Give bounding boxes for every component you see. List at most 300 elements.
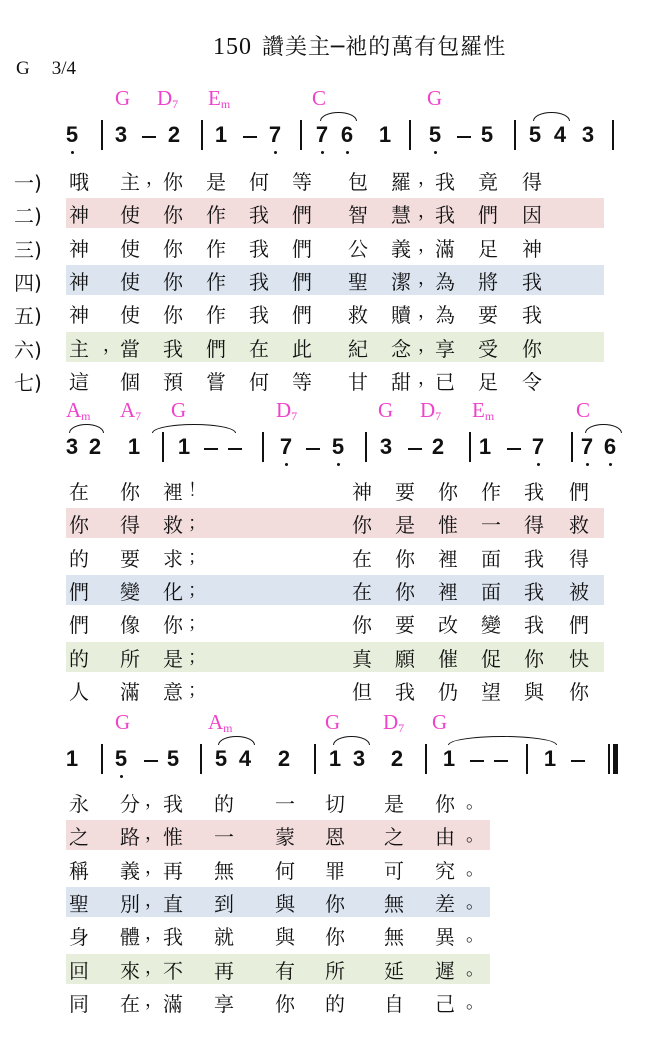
lyric-char: 促 [481, 646, 501, 671]
chord-quality: m [484, 409, 495, 423]
sustain-dash [144, 760, 158, 762]
slur-tie [69, 424, 104, 433]
jianpu-note: 5 [166, 746, 180, 771]
chord-root: D [276, 398, 292, 422]
lyric-char: 作 [206, 203, 226, 228]
lyric-char: 求 [163, 546, 183, 571]
lyric-char: 是 [163, 646, 183, 671]
chord-symbol [312, 86, 326, 111]
lyric-char: 甘 [348, 369, 368, 394]
lyric-char: 快 [569, 646, 589, 671]
lyric-char: 此 [292, 336, 312, 361]
lyric-char: 要 [395, 480, 415, 504]
lyric-char: 我 [163, 925, 183, 950]
lyric-char: 義 [391, 236, 411, 261]
lyric-char: 救 [163, 513, 183, 538]
chord-root: A [208, 710, 224, 734]
lyric-char: 的 [214, 792, 234, 816]
chord-symbol [171, 398, 186, 423]
lyric-char: 直 [163, 891, 183, 916]
lyric-char: 意 [163, 679, 183, 704]
chord-root: C [312, 86, 327, 110]
lyric-char: 有 [275, 958, 295, 983]
lyric-char: 是 [395, 513, 415, 538]
lyric-char: 們 [478, 203, 498, 228]
jianpu-note: 5 [114, 746, 128, 771]
sustain-dash [494, 760, 508, 762]
lyric-char: 你 [163, 170, 183, 194]
chord-root: D [383, 710, 399, 734]
lyric-char: 作 [206, 303, 226, 328]
lyric-char: 你 [163, 203, 183, 228]
lyric-char: 我 [524, 546, 544, 571]
lyric-char: 我 [249, 269, 269, 294]
lyric-char: 們 [292, 236, 312, 261]
lyric-char: 使 [120, 236, 140, 261]
lyric-char: 你 [163, 236, 183, 261]
lyric-char: 一 [275, 792, 295, 816]
lyric-char: 們 [292, 269, 312, 294]
chord-symbol [420, 398, 441, 424]
lyric-char: 願 [395, 646, 415, 671]
chord-quality: 7 [398, 721, 405, 735]
lyric-char: 催 [438, 646, 458, 671]
lyric-char: 無 [214, 858, 234, 883]
lyric-char: 滿 [120, 679, 140, 704]
lyric-char: 作 [481, 480, 501, 504]
lyric-char: 面 [481, 546, 501, 571]
lyric-char: 望 [481, 679, 501, 704]
lyric-char: 當 [120, 336, 140, 361]
key-signature [16, 58, 76, 80]
lyric-char: 得 [524, 513, 544, 538]
bar-line [101, 744, 103, 774]
lyric-char: 但 [352, 679, 372, 704]
lyric-char: 享 [214, 991, 234, 1016]
verse-number: 一) [14, 171, 42, 195]
lyric-char: 何 [275, 858, 295, 883]
lyric-char: 智 [348, 203, 368, 228]
lyric-period: 。 [466, 792, 484, 813]
jianpu-note: 1 [127, 434, 141, 459]
lyric-char: 無 [384, 925, 404, 950]
lyric-char: 我 [249, 236, 269, 261]
lyric-char: 你 [522, 336, 542, 361]
lyric-char: 要 [478, 303, 498, 328]
lyric-char: 你 [163, 269, 183, 294]
chord-root: C [576, 398, 591, 422]
lyric-comma: ， [145, 889, 163, 911]
lyric-char: 神 [352, 480, 372, 504]
lyric-char: 體 [120, 925, 140, 950]
bar-line [469, 432, 471, 462]
lyric-char: 不 [163, 958, 183, 983]
lyric-char: 是 [206, 170, 226, 194]
sustain-dash [470, 760, 484, 762]
lyric-period: 。 [466, 958, 484, 980]
lyric-char: 一 [481, 513, 501, 538]
jianpu-note: 1 [177, 434, 191, 459]
lyric-comma: ， [145, 823, 163, 845]
lyric-char: 神 [69, 203, 89, 228]
lyric-char: 的 [325, 991, 345, 1016]
lyric-char: 甜 [391, 369, 411, 394]
jianpu-note: 2 [88, 434, 102, 459]
lyric-char: 足 [478, 369, 498, 394]
slur-tie [218, 736, 255, 745]
chord-symbol [576, 398, 590, 423]
lyric-char: 所 [120, 646, 140, 671]
lyric-char: 你 [325, 891, 345, 916]
lyric-period: 。 [466, 825, 484, 847]
lyric-char: 我 [524, 613, 544, 638]
lyric-char: 到 [214, 891, 234, 916]
bar-line [314, 744, 316, 774]
jianpu-note: 2 [390, 746, 404, 771]
lyric-char: 這 [69, 369, 89, 394]
lyric-char: 包 [348, 170, 368, 194]
chord-root: G [325, 710, 341, 734]
lyric-char: 切 [325, 792, 345, 816]
lyric-char: 的 [69, 546, 89, 571]
lyric-punctuation: ； [188, 613, 206, 635]
jianpu-note: 2 [167, 122, 181, 147]
slur-tie [533, 112, 570, 121]
chord-quality: m [81, 409, 91, 423]
lyric-char: 同 [69, 991, 89, 1016]
key-label: G [16, 58, 30, 79]
lyric-char: 作 [206, 236, 226, 261]
lyric-char: 一 [214, 825, 234, 850]
lyric-char: 我 [524, 579, 544, 604]
chord-root: E [472, 398, 485, 422]
lyric-char: 與 [275, 891, 295, 916]
lyric-char: 念 [391, 336, 411, 361]
chord-root: A [120, 398, 136, 422]
lyric-char: 你 [352, 613, 372, 638]
lyric-char: 我 [163, 336, 183, 361]
lyric-char: 令 [522, 369, 542, 394]
lyric-char: 再 [214, 958, 234, 983]
lyric-char: 要 [120, 546, 140, 571]
jianpu-note: 5 [331, 434, 345, 459]
lyric-comma: ， [145, 956, 163, 978]
lyric-punctuation: ； [188, 546, 206, 568]
jianpu-note: 1 [214, 122, 228, 147]
lyric-char: 哦 [69, 170, 89, 194]
chord-root: D [157, 86, 173, 110]
jianpu-note: 7 [580, 434, 594, 459]
chord-root: A [66, 398, 82, 422]
lyric-char: 已 [435, 369, 455, 394]
lyric-char: 己 [435, 991, 455, 1016]
chord-root: G [378, 398, 394, 422]
lyric-char: 你 [435, 792, 455, 816]
chord-quality: 7 [291, 409, 298, 423]
jianpu-note: 5 [214, 746, 228, 771]
chord-quality: m [223, 721, 233, 735]
lyric-char: 你 [352, 513, 372, 538]
lyric-char: 改 [438, 613, 458, 638]
lyric-char: 究 [435, 858, 455, 883]
lyric-char: 身 [69, 925, 89, 950]
verse-number: 五) [14, 304, 42, 329]
sustain-dash [243, 136, 257, 138]
bar-line [409, 120, 411, 150]
sustain-dash [204, 448, 218, 450]
lyric-char: 裡 [163, 480, 183, 504]
bar-line [200, 744, 202, 774]
sustain-dash [306, 448, 320, 450]
lyric-period: 。 [466, 891, 484, 913]
jianpu-note: 7 [268, 122, 282, 147]
jianpu-note: 1 [442, 746, 456, 771]
lyric-char: 人 [69, 679, 89, 704]
lyric-char: 就 [214, 925, 234, 950]
chord-root: G [427, 86, 443, 110]
lyric-char: 遲 [435, 958, 455, 983]
lyric-char: 回 [69, 958, 89, 983]
jianpu-note: 3 [65, 434, 79, 459]
chord-root: G [115, 86, 131, 110]
lyric-punctuation: ！ [188, 480, 206, 501]
lyric-char: 變 [120, 579, 140, 604]
lyric-char: 異 [435, 925, 455, 950]
lyric-char: 使 [120, 269, 140, 294]
verse-number: 四) [14, 270, 42, 295]
jianpu-note: 7 [279, 434, 293, 459]
jianpu-note: 1 [478, 434, 492, 459]
lyric-char: 差 [435, 891, 455, 916]
jianpu-note: 6 [340, 122, 354, 147]
slur-tie [320, 112, 357, 121]
lyric-comma: ， [418, 201, 436, 223]
lyric-char: 永 [69, 792, 89, 816]
jianpu-note: 3 [352, 746, 366, 771]
chord-symbol [66, 398, 91, 424]
chord-root: D [420, 398, 436, 422]
jianpu-note: 4 [238, 746, 252, 771]
lyric-char: 等 [292, 369, 312, 394]
lyric-char: 我 [395, 679, 415, 704]
lyric-char: 要 [395, 613, 415, 638]
lyric-char: 主 [69, 336, 89, 361]
lyric-char: 們 [292, 203, 312, 228]
slur-tie [585, 424, 622, 433]
lyric-punctuation: ； [188, 513, 206, 535]
lyric-char: 面 [481, 579, 501, 604]
jianpu-note: 3 [114, 122, 128, 147]
lyric-comma: ， [146, 168, 164, 189]
lyric-char: 在 [352, 579, 372, 604]
hymn-title-text: 讚美主─祂的萬有包羅性 [262, 35, 507, 60]
slur-tie [152, 424, 236, 433]
lyric-char: 使 [120, 303, 140, 328]
sustain-dash [457, 136, 471, 138]
lyric-punctuation: ； [188, 646, 206, 668]
lyric-char: 無 [384, 891, 404, 916]
lyric-char: 救 [569, 513, 589, 538]
lyric-char: 仍 [438, 679, 458, 704]
lyric-char: 路 [120, 825, 140, 850]
verse-number: 二) [14, 204, 42, 229]
lyric-char: 稱 [69, 858, 89, 883]
jianpu-note: 1 [378, 122, 392, 147]
lyric-char: 紀 [348, 336, 368, 361]
slur-tie [448, 736, 557, 745]
lyric-char: 我 [522, 269, 542, 294]
lyric-char: 潔 [391, 269, 411, 294]
lyric-char: 得 [522, 170, 542, 194]
lyric-char: 化 [163, 579, 183, 604]
lyric-char: 神 [69, 269, 89, 294]
lyric-comma: ， [145, 923, 163, 945]
lyric-char: 你 [69, 513, 89, 538]
lyric-char: 作 [206, 269, 226, 294]
time-signature: 3/4 [51, 58, 77, 79]
lyric-char: 使 [120, 203, 140, 228]
lyric-period: 。 [466, 858, 484, 880]
lyric-char: 因 [522, 203, 542, 228]
lyric-comma: ， [103, 334, 121, 356]
lyric-char: 我 [435, 170, 455, 194]
lyric-char: 受 [478, 336, 498, 361]
lyric-char: 我 [524, 480, 544, 504]
lyric-char: 足 [478, 236, 498, 261]
lyric-char: 慧 [391, 203, 411, 228]
jianpu-note: 7 [531, 434, 545, 459]
lyric-char: 何 [249, 369, 269, 394]
chord-quality: 7 [135, 409, 142, 423]
sustain-dash [571, 760, 585, 762]
lyric-comma: ， [418, 301, 436, 323]
lyric-char: 在 [249, 336, 269, 361]
lyric-char: 個 [120, 369, 140, 394]
lyric-char: 神 [522, 236, 542, 261]
lyric-char: 羅 [391, 170, 411, 194]
lyric-comma: ， [418, 234, 436, 256]
lyric-char: 救 [348, 303, 368, 328]
lyric-char: 你 [569, 679, 589, 704]
lyric-comma: ， [145, 856, 163, 878]
jianpu-note: 5 [428, 122, 442, 147]
lyric-char: 在 [352, 546, 372, 571]
lyric-punctuation: ； [188, 579, 206, 601]
lyric-char: 滿 [163, 991, 183, 1016]
lyric-char: 真 [352, 646, 372, 671]
chord-root: E [208, 86, 221, 110]
lyric-char: 像 [120, 613, 140, 638]
chord-symbol [276, 398, 297, 424]
lyric-char: 你 [325, 925, 345, 950]
lyric-char: 你 [163, 303, 183, 328]
lyric-char: 來 [120, 958, 140, 983]
lyric-char: 與 [524, 679, 544, 704]
lyric-char: 滿 [435, 236, 455, 261]
lyric-char: 與 [275, 925, 295, 950]
chord-symbol [427, 86, 442, 111]
bar-line [101, 120, 103, 150]
lyric-comma: ， [418, 367, 436, 389]
jianpu-note: 5 [480, 122, 494, 147]
lyric-char: 公 [348, 236, 368, 261]
jianpu-note: 1 [328, 746, 342, 771]
jianpu-note: 7 [315, 122, 329, 147]
lyric-char: 被 [569, 579, 589, 604]
lyric-char: 罪 [325, 858, 345, 883]
bar-line [201, 120, 203, 150]
chord-symbol [120, 398, 141, 424]
bar-line [514, 120, 516, 150]
lyric-comma: ， [418, 267, 436, 289]
lyric-char: 神 [69, 236, 89, 261]
bar-line [526, 744, 528, 774]
lyric-char: 們 [69, 579, 89, 604]
jianpu-note: 6 [603, 434, 617, 459]
lyric-char: 你 [395, 546, 415, 571]
lyric-char: 享 [435, 336, 455, 361]
lyric-char: 你 [395, 579, 415, 604]
chord-symbol [378, 398, 393, 423]
lyric-char: 得 [569, 546, 589, 571]
lyric-char: 裡 [438, 546, 458, 571]
lyric-char: 們 [292, 303, 312, 328]
lyric-comma: ， [418, 168, 436, 189]
lyric-char: 們 [69, 613, 89, 638]
lyric-char: 何 [249, 170, 269, 194]
lyric-char: 惟 [438, 513, 458, 538]
jianpu-note: 5 [65, 122, 79, 147]
lyric-char: 得 [120, 513, 140, 538]
lyric-comma: ， [418, 334, 436, 356]
lyric-char: 再 [163, 858, 183, 883]
chord-quality: 7 [172, 97, 179, 111]
lyric-char: 是 [384, 792, 404, 816]
lyric-char: 別 [120, 891, 140, 916]
lyric-char: 你 [438, 480, 458, 504]
lyric-punctuation: ； [188, 679, 206, 701]
hymn-number: 150 [213, 34, 252, 60]
lyric-char: 你 [163, 613, 183, 638]
jianpu-note: 3 [581, 122, 595, 147]
lyric-char: 們 [569, 613, 589, 638]
chord-symbol [208, 86, 230, 112]
chord-symbol [383, 710, 404, 736]
chord-symbol [208, 710, 233, 736]
jianpu-note: 4 [553, 122, 567, 147]
lyric-char: 恩 [325, 825, 345, 850]
lyric-char: 所 [325, 958, 345, 983]
chord-symbol [115, 86, 130, 111]
lyric-char: 你 [275, 991, 295, 1016]
sustain-dash [142, 136, 156, 138]
lyric-char: 你 [120, 480, 140, 504]
chord-root: G [432, 710, 448, 734]
lyric-char: 在 [69, 480, 89, 504]
verse-number: 七) [14, 370, 42, 395]
lyric-char: 在 [120, 991, 140, 1016]
lyric-char: 分 [120, 792, 140, 816]
jianpu-note: 2 [277, 746, 291, 771]
lyric-char: 們 [569, 480, 589, 504]
lyric-char: 將 [478, 269, 498, 294]
lyric-char: 由 [435, 825, 455, 850]
lyric-char: 的 [69, 646, 89, 671]
lyric-char: 之 [69, 825, 89, 850]
bar-line [162, 432, 164, 462]
hymn-title [213, 30, 506, 61]
lyric-char: 為 [435, 303, 455, 328]
